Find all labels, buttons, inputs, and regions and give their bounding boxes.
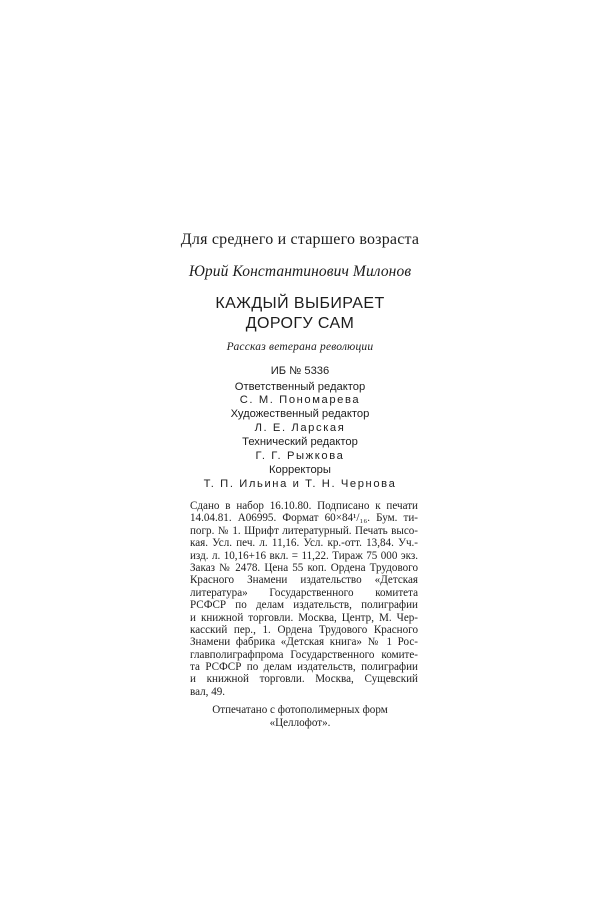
imprint-line: 14.04.81. А06995. Формат 60×84¹/₁₆. Бум. ти- [190,512,418,525]
responsible-editor-name: С. М. Пономарева [239,394,361,406]
book-title-line-2: ДОРОГУ САМ [245,315,355,332]
proofreaders-label: Корректоры [269,464,331,476]
imprint-line: литература» Государственного комитета [190,586,418,599]
imprint-block [190,500,418,698]
responsible-editor-label: Ответственный редактор [234,381,366,393]
imprint-line: Заказ № 2478. Цена 55 коп. Ордена Трудового [190,561,418,574]
art-editor-name: Л. Е. Ларская [254,422,346,434]
technical-editor-name: Г. Г. Рыжкова [255,450,345,462]
proofreaders-names: Т. П. Ильина и Т. Н. Чернова [203,478,397,490]
imprint-line: кая. Усл. печ. л. 11,16. Усл. кр.-отт. 13,84. Уч.- [190,537,418,550]
author-name: Юрий Константинович Милонов [188,263,412,280]
imprint-line: и книжной торговли. Москва, Сущевский [190,673,418,686]
imprint-line: Красного Знамени издательство «Детская [190,574,418,587]
imprint-line: РСФСР по делам издательств, полиграфии [190,599,418,612]
art-editor-label: Художественный редактор [230,408,370,420]
imprint-line: и книжной торговли. Москва, Центр, М. Чер- [190,611,418,624]
book-subtitle: Рассказ ветерана революции [226,341,374,353]
printing-note-line-1: Отпечатано с фотополимерных форм [212,704,388,716]
imprint-line: Знамени фабрика «Детская книга» № 1 Рос- [190,636,418,649]
imprint-line: касский пер., 1. Ордена Трудового Красного [190,623,418,636]
technical-editor-label: Технический редактор [242,436,358,448]
book-title-line-1: КАЖДЫЙ ВЫБИРАЕТ [215,295,385,312]
imprint-line: та РСФСР по делам издательств, полиграфии [190,661,418,674]
imprint-line: вал, 49. [190,685,226,698]
imprint-line: изд. л. 10,16+16 вкл. = 11,22. Тираж 75 000 экз. [190,549,418,562]
imprint-line: главполиграфпрома Государственного комите- [190,648,418,661]
audience-note: Для среднего и старшего возраста [180,231,420,248]
printing-note-line-2: «Целлофот». [269,717,331,729]
imprint-line: погр. № 1. Шрифт литературный. Печать высо- [190,524,418,537]
ib-number: ИБ № 5336 [270,365,330,377]
imprint-line: Сдано в набор 16.10.80. Подписано к печати [190,500,418,512]
